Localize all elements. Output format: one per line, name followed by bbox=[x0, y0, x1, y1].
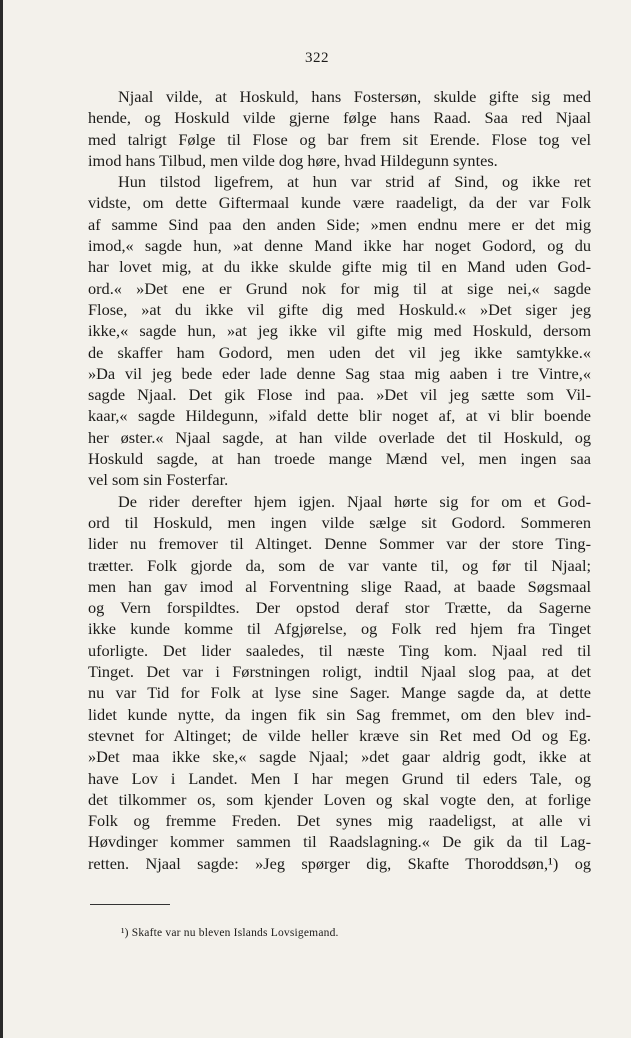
text-line: Høvdinger kommer sammen til Raadslagning.« De gik da til Lag- bbox=[88, 832, 591, 852]
text-line: De rider derefter hjem igjen. Njaal hørte sig for om et God- bbox=[118, 491, 591, 511]
text-line: »Det maa ikke ske,« sagde Njaal; »det gaar aldrig godt, ikke at bbox=[88, 747, 591, 767]
text-line: ord til Hoskuld, men ingen vilde sælge sit Godord. Sommeren bbox=[88, 512, 591, 532]
text-line: Hoskuld sagde, at han troede mange Mænd vel, men ingen saa bbox=[88, 449, 591, 469]
text-line: det tilkommer os, som kjender Loven og skal vogte den, at forlige bbox=[88, 789, 591, 809]
text-line: ikke,« sagde hun, »at jeg ikke vil gifte mig med Hoskuld, dersom bbox=[88, 321, 591, 341]
text-line: Njaal vilde, at Hoskuld, hans Fostersøn, skulde gifte sig med bbox=[118, 87, 591, 106]
page-number: 322 bbox=[305, 50, 329, 66]
text-line: trætter. Folk gjorde da, som de var vante til, og før til Njaal; bbox=[88, 555, 591, 575]
text-line: retten. Njaal sagde: »Jeg spørger dig, Skafte Thoroddsøn,¹) og bbox=[88, 853, 591, 873]
text-line: hende, og Hoskuld vilde gjerne følge hans Raad. Saa red Njaal bbox=[88, 108, 591, 128]
text-line: sagde Njaal. Det gik Flose ind paa. »Det vil jeg sætte som Vil- bbox=[88, 385, 591, 405]
footnote-marker: ¹) bbox=[121, 927, 129, 939]
text-line: Flose, »at du ikke vil gifte dig med Hoskuld.« »Det siger jeg bbox=[88, 299, 591, 319]
text-line: nu var Tid for Folk at lyse sine Sager. Mange sagde da, at dette bbox=[88, 683, 591, 703]
text-line: lider nu fremover til Altinget. Denne Sommer var der store Ting- bbox=[88, 534, 591, 554]
text-line: med talrigt Følge til Flose og bar frem sit Erende. Flose tog vel bbox=[88, 129, 591, 149]
text-line: af samme Sind paa den anden Side; »men endnu mere er det mig bbox=[88, 214, 591, 234]
text-line: stevnet for Altinget; de vilde heller kræve sin Ret med Od og Eg. bbox=[88, 725, 591, 745]
text-line: have Lov i Landet. Men I har megen Grund til eders Tale, og bbox=[88, 768, 591, 788]
text-line: Hun tilstod ligefrem, at hun var strid af Sind, og ikke ret bbox=[118, 172, 591, 192]
text-line: kaar,« sagde Hildegunn, »ifald dette blir noget af, at vi blir boende bbox=[88, 406, 591, 426]
text-line: uforligte. Det lider saaledes, til næste Ting kom. Njaal red til bbox=[88, 640, 591, 660]
text-line: vidste, om dette Giftermaal kunde være raadeligt, da der var Folk bbox=[88, 193, 591, 213]
text-line: Folk og fremme Freden. Det synes mig raadeligst, at alle vi bbox=[88, 811, 591, 831]
text-line: her øster.« Njaal sagde, at han vilde overlade det til Hoskuld, og bbox=[88, 427, 591, 447]
text-line: imod,« sagde hun, »at denne Mand ikke har noget Godord, og du bbox=[88, 236, 591, 256]
footnote-text: Skafte var nu bleven Islands Lovsigemand. bbox=[131, 927, 339, 939]
text-line: Tinget. Det var i Førstningen roligt, indtil Njaal slog paa, at det bbox=[88, 662, 591, 682]
text-line: og Vern forspildtes. Der opstod deraf stor Trætte, da Sagerne bbox=[88, 598, 591, 618]
text-line: vel som sin Fosterfar. bbox=[88, 470, 229, 490]
text-line: ikke kunde komme til Afgjørelse, og Folk red hjem fra Tinget bbox=[88, 619, 591, 639]
text-line: de skaffer ham Godord, men uden det vil jeg ikke samtykke.« bbox=[88, 342, 591, 362]
footnote bbox=[121, 927, 339, 939]
text-line: ord.« »Det ene er Grund nok for mig til at sige nei,« sagde bbox=[88, 278, 591, 298]
text-line: imod hans Tilbud, men vilde dog høre, hvad Hildegunn syntes. bbox=[88, 150, 498, 170]
text-line: »Da vil jeg bede eder lade denne Sag staa mig aaben i tre Vintre,« bbox=[88, 363, 591, 383]
text-line: men han gav imod al Forventning slige Raad, at baade Søgsmaal bbox=[88, 576, 591, 596]
body-text bbox=[88, 86, 591, 874]
footnote-divider bbox=[90, 904, 170, 905]
text-line: lidet kunde nytte, da ingen fik sin Sag fremmet, om den blev ind- bbox=[88, 704, 591, 724]
text-line: har lovet mig, at du ikke skulde gifte mig til en Mand uden God- bbox=[88, 257, 591, 277]
